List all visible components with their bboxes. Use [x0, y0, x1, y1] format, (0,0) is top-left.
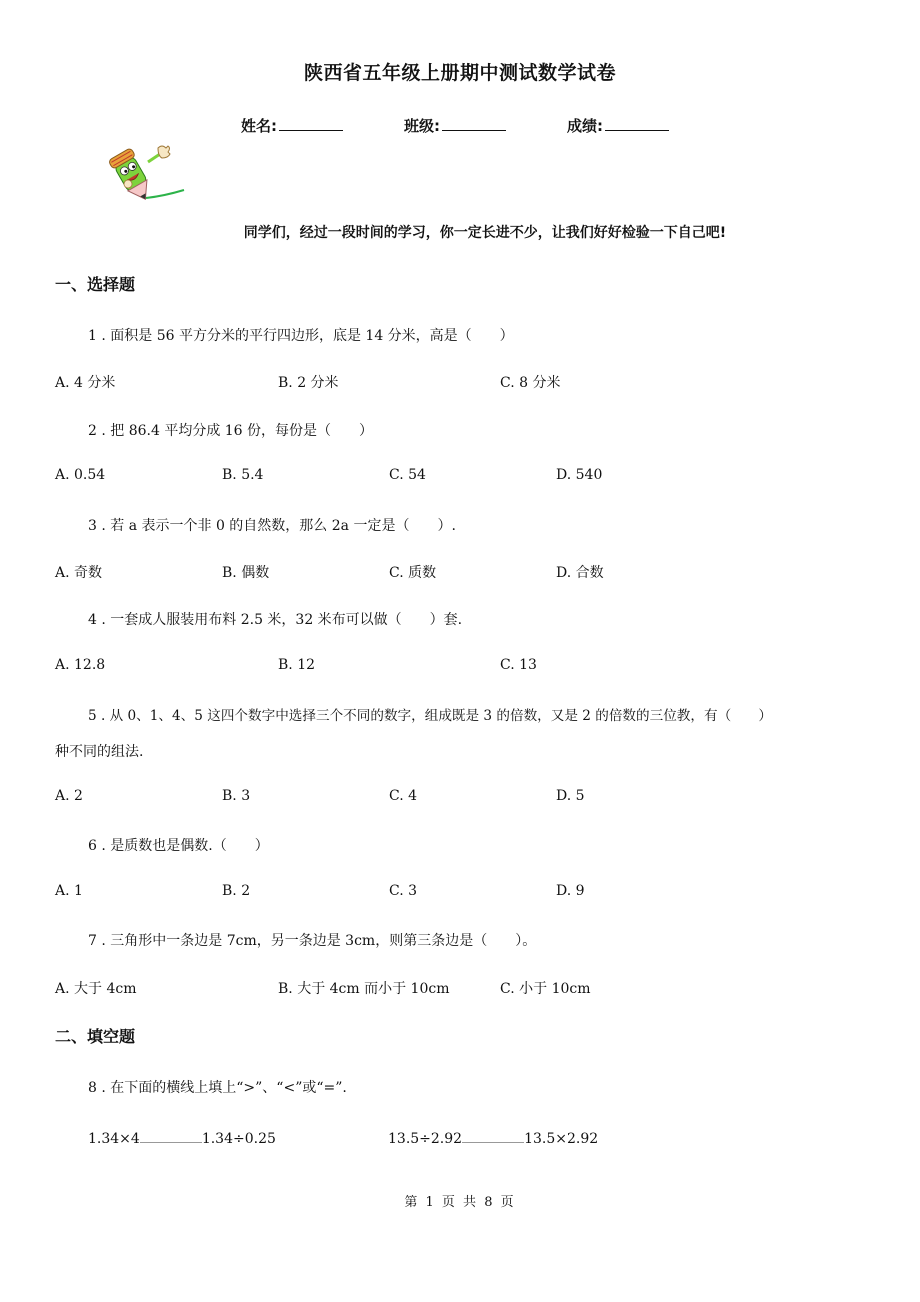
- question-5-line2: 种不同的组法.: [55, 744, 144, 760]
- comparison-1: [88, 1128, 276, 1147]
- q7-option-a[interactable]: A. 大于 4cm: [55, 981, 137, 997]
- class-blank[interactable]: [442, 116, 506, 131]
- q2-option-b[interactable]: B. 5.4: [222, 467, 264, 483]
- q3-option-a[interactable]: A. 奇数: [55, 565, 103, 581]
- question-3: 3 . 若 a 表示一个非 0 的自然数，那么 2a 一定是（ ）.: [88, 518, 456, 534]
- name-blank[interactable]: [279, 116, 343, 131]
- q7-option-b[interactable]: B. 大于 4cm 而小于 10cm: [278, 981, 450, 997]
- name-label: 姓名:: [241, 117, 277, 135]
- q5-option-c[interactable]: C. 4: [389, 788, 418, 804]
- q1-option-a[interactable]: A. 4 分米: [55, 375, 116, 391]
- page-title: 陕西省五年级上册期中测试数学试卷: [303, 62, 616, 84]
- q6-option-c[interactable]: C. 3: [389, 883, 418, 899]
- comparison-1-blank[interactable]: [140, 1128, 202, 1143]
- section-heading-fill: 二、填空题: [55, 1027, 136, 1046]
- score-label: 成绩:: [567, 117, 603, 135]
- score-field: [567, 115, 669, 136]
- comparison-2-right: 13.5×2.92: [524, 1131, 599, 1147]
- q2-option-d[interactable]: D. 540: [556, 467, 603, 483]
- comparison-2-blank[interactable]: [462, 1128, 524, 1143]
- question-2: 2 . 把 86.4 平均分成 16 份，每份是（ ）: [88, 423, 374, 439]
- comparison-1-right: 1.34÷0.25: [201, 1131, 276, 1147]
- q5-option-b[interactable]: B. 3: [222, 788, 251, 804]
- question-1: 1 . 面积是 56 平方分米的平行四边形，底是 14 分米，高是（ ）: [88, 328, 514, 344]
- q4-option-c[interactable]: C. 13: [500, 657, 537, 673]
- name-field: [241, 115, 343, 136]
- class-label: 班级:: [404, 117, 440, 135]
- greeting-text: 同学们，经过一段时间的学习，你一定长进不少，让我们好好检验一下自己吧!: [243, 225, 727, 241]
- q3-option-c[interactable]: C. 质数: [389, 565, 437, 581]
- question-4: 4 . 一套成人服装用布料 2.5 米，32 米布可以做（ ）套.: [88, 612, 463, 628]
- q4-option-b[interactable]: B. 12: [278, 657, 316, 673]
- q1-option-c[interactable]: C. 8 分米: [500, 375, 561, 391]
- q2-option-c[interactable]: C. 54: [389, 467, 426, 483]
- q4-option-a[interactable]: A. 12.8: [55, 657, 106, 673]
- q3-option-b[interactable]: B. 偶数: [222, 565, 270, 581]
- q6-option-d[interactable]: D. 9: [556, 883, 585, 899]
- comparison-1-left: 1.34×4: [88, 1131, 140, 1147]
- q6-option-b[interactable]: B. 2: [222, 883, 251, 899]
- pencil-mascot-icon: [104, 140, 188, 208]
- comparison-2-left: 13.5÷2.92: [388, 1131, 463, 1147]
- q2-option-a[interactable]: A. 0.54: [55, 467, 106, 483]
- question-7: 7 . 三角形中一条边是 7cm，另一条边是 3cm，则第三条边是（ ）。: [88, 933, 537, 949]
- section-heading-choice: 一、选择题: [55, 275, 136, 294]
- q3-option-d[interactable]: D. 合数: [556, 565, 604, 581]
- class-field: [404, 115, 506, 136]
- score-blank[interactable]: [605, 116, 669, 131]
- q1-option-b[interactable]: B. 2 分米: [278, 375, 339, 391]
- q5-option-d[interactable]: D. 5: [556, 788, 585, 804]
- comparison-2: [388, 1128, 598, 1147]
- q7-option-c[interactable]: C. 小于 10cm: [500, 981, 591, 997]
- page-number: 第 1 页 共 8 页: [404, 1195, 516, 1210]
- question-6: 6 . 是质数也是偶数.（ ）: [88, 838, 269, 854]
- question-8: 8 . 在下面的横线上填上“>”、“<”或“=”.: [88, 1080, 347, 1096]
- q5-option-a[interactable]: A. 2: [55, 788, 83, 804]
- q6-option-a[interactable]: A. 1: [55, 883, 83, 899]
- question-5-line1: 5 . 从 0、1、4、5 这四个数字中选择三个不同的数字，组成既是 3 的倍数，又是 2 的倍数的三位教，有（ ）: [88, 708, 772, 724]
